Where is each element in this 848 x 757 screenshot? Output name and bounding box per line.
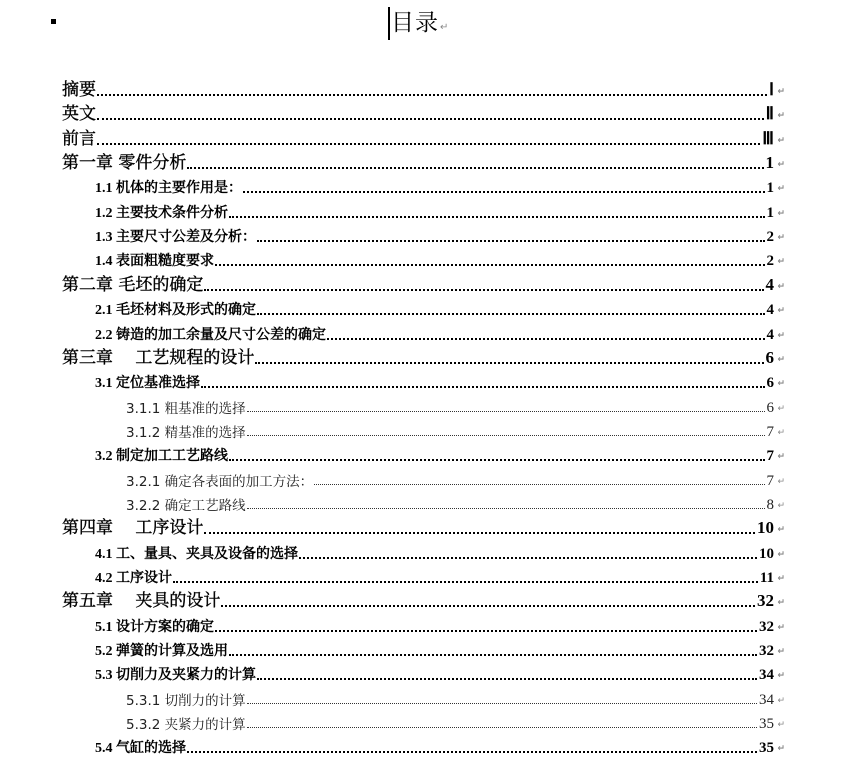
toc-entry[interactable] bbox=[126, 490, 785, 514]
toc-entry-label: 2.1 毛坯材料及形式的确定 bbox=[95, 303, 256, 319]
dot-leader bbox=[327, 338, 765, 340]
paragraph-mark-icon: ↵ bbox=[777, 525, 785, 536]
dot-leader bbox=[187, 167, 763, 169]
paragraph-mark-icon: ↵ bbox=[777, 476, 785, 487]
toc-entry-label: 第三章 工艺规程的设计 bbox=[62, 347, 255, 368]
toc-entry-page-number: 10 bbox=[757, 518, 774, 538]
toc-entry[interactable] bbox=[126, 417, 785, 441]
toc-entry-label: 5.4 气缸的选择 bbox=[95, 741, 186, 757]
toc-entry[interactable] bbox=[95, 612, 785, 636]
toc-entry-page-number: 1 bbox=[765, 153, 774, 173]
paragraph-mark-icon: ↵ bbox=[777, 671, 785, 682]
toc-entry[interactable] bbox=[62, 514, 785, 539]
toc-entry-page-number: 1 bbox=[766, 204, 774, 221]
toc-entry[interactable] bbox=[95, 539, 785, 563]
paragraph-mark-icon: ↵ bbox=[777, 111, 785, 122]
toc-entry-page-number: 7 bbox=[766, 448, 774, 465]
paragraph-mark-icon: ↵ bbox=[777, 330, 785, 341]
toc-entry-label: 4.2 工序设计 bbox=[95, 571, 172, 586]
toc-entry-label: 1.2 主要技术条件分析 bbox=[95, 205, 228, 221]
dot-leader bbox=[247, 727, 757, 728]
paragraph-mark-icon: ↵ bbox=[777, 647, 785, 658]
toc-entry[interactable] bbox=[95, 368, 785, 392]
toc-entry-label: 第一章 零件分析 bbox=[62, 153, 187, 174]
dot-leader bbox=[229, 216, 765, 218]
dot-leader bbox=[314, 484, 764, 485]
paragraph-mark-icon: ↵ bbox=[777, 574, 785, 584]
toc-entry-label: 5.3.2 夹紧力的计算 bbox=[126, 717, 246, 734]
toc-entry-label: 第二章 毛坯的确定 bbox=[62, 274, 204, 295]
toc-entry[interactable] bbox=[62, 149, 785, 174]
toc-entry-page-number: 32 bbox=[757, 591, 774, 611]
toc-entry-page-number: 6 bbox=[766, 399, 774, 416]
toc-entry[interactable] bbox=[95, 660, 785, 684]
toc-entry-label: 5.3 切削力及夹紧力的计算 bbox=[95, 668, 256, 684]
dot-leader bbox=[201, 386, 765, 388]
dot-leader bbox=[299, 557, 757, 559]
dot-leader bbox=[187, 751, 757, 753]
paragraph-mark-icon: ↵ bbox=[777, 622, 785, 633]
paragraph-mark-icon: ↵ bbox=[777, 281, 785, 292]
toc-entry-page-number: 32 bbox=[759, 618, 774, 635]
toc-entry-label: 1.3 主要尺寸公差及分析： bbox=[95, 230, 256, 246]
toc-entry[interactable] bbox=[126, 685, 785, 709]
toc-entry-label: 3.1.1 粗基准的选择 bbox=[126, 400, 246, 417]
page-title: 目录 bbox=[391, 10, 439, 36]
toc-entry-label: 1.1 机体的主要作用是： bbox=[95, 181, 242, 197]
toc-entry-page-number: 8 bbox=[766, 496, 774, 513]
toc-entry[interactable] bbox=[95, 198, 785, 222]
toc-entry-label: 3.1 定位基准选择 bbox=[95, 376, 200, 392]
dot-leader bbox=[247, 435, 765, 436]
toc-entry[interactable] bbox=[62, 271, 785, 295]
toc-entry-page-number: 35 bbox=[759, 716, 774, 733]
toc-entry[interactable] bbox=[62, 344, 785, 368]
paragraph-mark-icon: ↵ bbox=[777, 379, 785, 390]
paragraph-mark-icon: ↵ bbox=[777, 427, 785, 438]
toc-entry-page-number: 4 bbox=[766, 326, 774, 343]
toc-entry[interactable] bbox=[126, 466, 785, 490]
toc-entry[interactable] bbox=[95, 563, 785, 587]
toc-entry[interactable] bbox=[95, 320, 785, 344]
toc-entry-page-number: Ⅲ bbox=[762, 128, 774, 148]
toc-entry-page-number: 11 bbox=[759, 570, 774, 586]
toc-entry-page-number: 7 bbox=[766, 472, 774, 489]
toc-entry-label: 2.2 铸造的加工余量及尺寸公差的确定 bbox=[95, 327, 326, 343]
toc-entry-label: 5.1 设计方案的确定 bbox=[95, 619, 214, 635]
paragraph-mark-icon: ↵ bbox=[777, 257, 785, 268]
toc-entry-page-number: 2 bbox=[766, 253, 774, 270]
dot-leader bbox=[229, 459, 765, 461]
toc-entry[interactable] bbox=[95, 441, 785, 465]
paragraph-mark-icon: ↵ bbox=[777, 403, 785, 414]
paragraph-mark-icon: ↵ bbox=[777, 208, 785, 219]
dot-leader bbox=[204, 289, 763, 291]
dot-leader bbox=[247, 411, 765, 412]
dot-leader bbox=[247, 508, 765, 509]
dot-leader bbox=[229, 654, 757, 656]
toc-entry-page-number: 34 bbox=[759, 691, 774, 708]
paragraph-mark-icon: ↵ bbox=[777, 160, 785, 171]
toc-entry-label: 3.2 制定加工工艺路线 bbox=[95, 449, 228, 465]
toc-entry[interactable] bbox=[62, 125, 785, 149]
paragraph-mark-icon: ↵ bbox=[777, 306, 785, 317]
toc-entry-page-number: Ⅱ bbox=[765, 104, 774, 124]
toc-entry-page-number: 6 bbox=[765, 347, 774, 367]
toc-entry[interactable] bbox=[95, 295, 785, 319]
dot-leader bbox=[97, 118, 764, 120]
dot-leader bbox=[257, 313, 765, 315]
toc-entry-label: 摘要 bbox=[62, 80, 96, 100]
paragraph-mark-icon: ↵ bbox=[777, 354, 785, 365]
toc-entry[interactable] bbox=[95, 733, 785, 757]
dot-leader bbox=[204, 532, 755, 534]
paragraph-mark-icon: ↵ bbox=[777, 695, 785, 706]
toc-entry-label: 5.3.1 切削力的计算 bbox=[126, 692, 246, 709]
toc-entry-label: 第五章 夹具的设计 bbox=[62, 591, 221, 612]
dot-leader bbox=[255, 362, 763, 364]
paragraph-mark-icon: ↵ bbox=[777, 184, 785, 195]
dot-leader bbox=[97, 94, 767, 96]
toc-entry-label: 第四章 工序设计 bbox=[62, 518, 204, 539]
paragraph-mark-icon: ↵ bbox=[440, 21, 449, 33]
toc-entry-label: 5.2 弹簧的计算及选用 bbox=[95, 644, 228, 660]
paragraph-mark-icon: ↵ bbox=[777, 744, 785, 755]
toc-entry-page-number: 4 bbox=[766, 302, 774, 319]
toc-entry-label: 3.2.1 确定各表面的加工方法： bbox=[126, 473, 314, 490]
toc-entry-page-number: 1 bbox=[766, 180, 774, 197]
toc-entry-page-number: 10 bbox=[759, 545, 774, 562]
paragraph-mark-icon: ↵ bbox=[777, 135, 785, 146]
toc-entry[interactable] bbox=[62, 76, 785, 100]
toc-entry-page-number: 6 bbox=[766, 375, 774, 392]
paragraph-mark-icon: ↵ bbox=[777, 452, 785, 463]
toc-entry-label: 前言 bbox=[62, 128, 96, 149]
toc-entry[interactable] bbox=[126, 709, 785, 734]
text-cursor bbox=[388, 7, 390, 40]
dot-leader bbox=[221, 605, 755, 607]
dot-leader bbox=[257, 240, 765, 242]
toc-entry[interactable] bbox=[95, 636, 785, 660]
paragraph-mark-icon: ↵ bbox=[777, 87, 785, 97]
toc-entry[interactable] bbox=[95, 173, 785, 197]
toc-entry-page-number: 2 bbox=[766, 229, 774, 246]
toc-entry-page-number: Ⅰ bbox=[768, 80, 774, 99]
dot-leader bbox=[97, 143, 760, 145]
dot-leader bbox=[243, 191, 765, 193]
toc-entry-label: 4.1 工、量具、夹具及设备的选择 bbox=[95, 546, 298, 562]
toc-entry-page-number: 4 bbox=[765, 274, 774, 294]
paragraph-mark-icon: ↵ bbox=[777, 598, 785, 609]
toc-entry-label: 3.2.2 确定工艺路线 bbox=[126, 497, 246, 514]
toc-entry-page-number: 35 bbox=[759, 740, 774, 757]
paragraph-mark-icon: ↵ bbox=[777, 233, 785, 244]
dot-leader bbox=[247, 703, 757, 704]
dot-leader bbox=[215, 630, 757, 632]
toc-entry[interactable] bbox=[62, 100, 785, 125]
toc-entry-page-number: 32 bbox=[759, 643, 774, 660]
paragraph-mark-icon: ↵ bbox=[777, 720, 785, 731]
toc-entry[interactable] bbox=[95, 222, 785, 246]
list-bullet-marker bbox=[51, 19, 56, 24]
toc-entry-label: 英文 bbox=[62, 104, 96, 125]
toc-entry[interactable] bbox=[95, 246, 785, 270]
toc-entry[interactable] bbox=[126, 393, 785, 417]
toc-entry-label: 1.4 表面粗糙度要求 bbox=[95, 254, 214, 270]
dot-leader bbox=[257, 678, 757, 680]
toc-entry-label: 3.1.2 精基准的选择 bbox=[126, 424, 246, 441]
toc-entry[interactable] bbox=[62, 587, 785, 612]
toc-entry-page-number: 7 bbox=[766, 423, 774, 440]
dot-leader bbox=[173, 581, 758, 583]
toc-heading[interactable] bbox=[388, 6, 448, 40]
toc-entry-page-number: 34 bbox=[759, 667, 774, 684]
paragraph-mark-icon: ↵ bbox=[777, 500, 785, 511]
paragraph-mark-icon: ↵ bbox=[777, 549, 785, 560]
dot-leader bbox=[215, 264, 765, 266]
